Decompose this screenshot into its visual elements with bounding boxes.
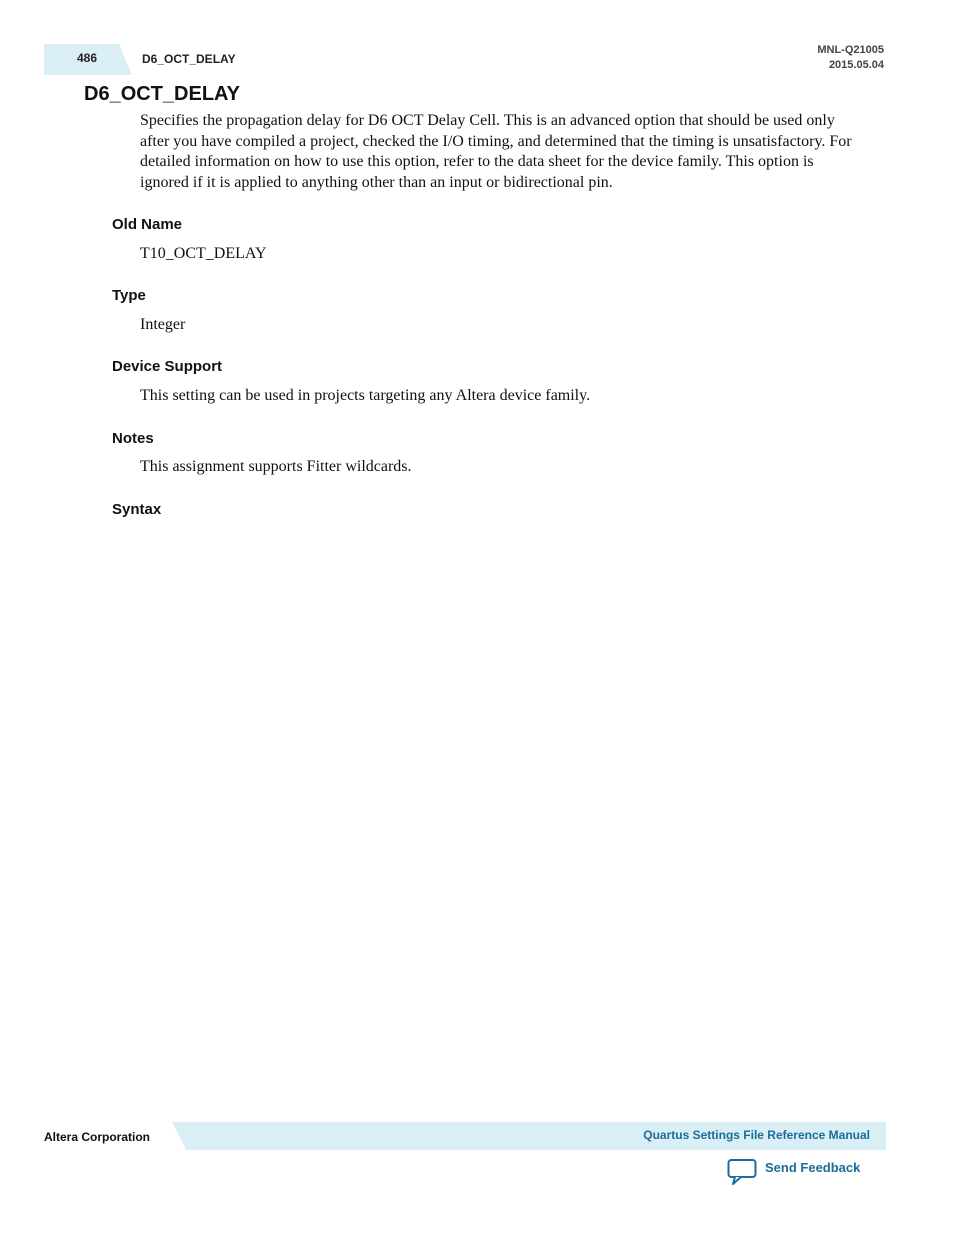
section-heading-type: Type [112,287,146,304]
section-heading-device-support: Device Support [112,358,223,375]
document-date: 2015.05.04 [828,59,884,71]
section-heading-syntax: Syntax [112,501,162,518]
section-body-notes: This assignment supports Fitter wildcards. [140,458,412,475]
running-header-section: D6_OCT_DELAY [142,52,236,66]
section-body-type: Integer [140,316,186,333]
document-info [817,43,884,73]
description-paragraph: Specifies the propagation delay for D6 OCT Delay Cell. This is an advanced option that should be used only after you have compiled a project, checked the I/O timing, and determined that the timing is unsatisfactory. For detailed information on how to use this option, refer to the data sheet for the device family. This option is ignored if it is applied to anything other than an input or bidirectional pin. [140,112,852,191]
footer-company: Altera Corporation [44,1130,151,1144]
section-heading-notes: Notes [112,430,154,447]
send-feedback-label: Send Feedback [765,1160,861,1175]
page-title: D6_OCT_DELAY [84,83,240,105]
page-number: 486 [77,51,98,65]
section-body-old-name: T10_OCT_DELAY [140,245,267,262]
footer-manual-link[interactable]: Quartus Settings File Reference Manual [643,1128,870,1142]
document-id: MNL-Q21005 [817,44,884,56]
section-body-device-support: This setting can be used in projects targeting any Altera device family. [140,387,591,404]
speech-bubble-icon [727,1158,757,1186]
send-feedback-link[interactable] [727,1158,860,1188]
section-heading-old-name: Old Name [112,216,183,233]
